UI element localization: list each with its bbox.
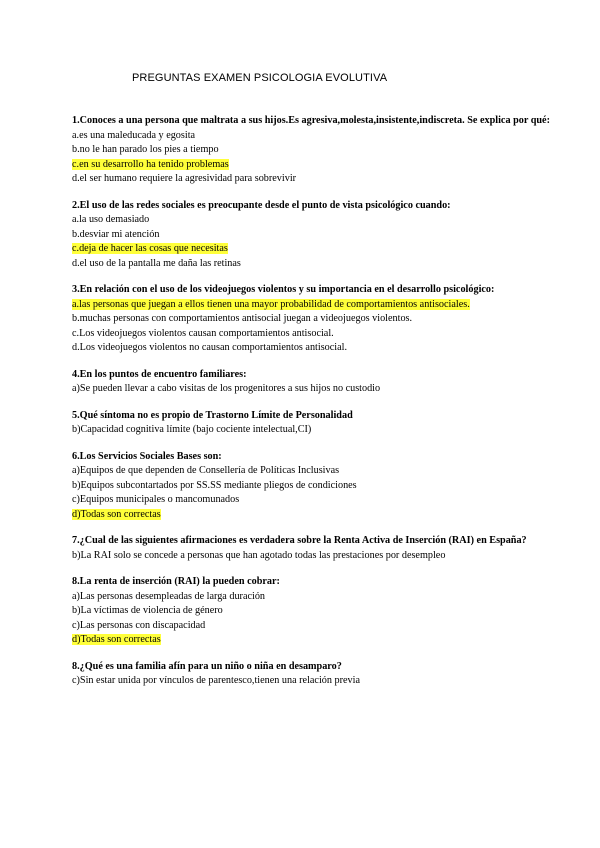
highlighted-answer: a.las personas que juegan a ellos tienen una mayor probabilidad de comportamientos antisociales. — [72, 298, 470, 310]
answer-option — [72, 382, 560, 397]
answer-text: c)Equipos municipales o mancomunados — [72, 494, 240, 505]
answer-option — [72, 312, 560, 327]
highlighted-answer: d)Todas son correctas — [72, 508, 161, 520]
answer-option — [72, 257, 560, 272]
question-block — [72, 450, 560, 523]
answer-option — [72, 633, 560, 648]
question-block — [72, 283, 560, 356]
answer-text: c)Las personas con discapacidad — [72, 619, 206, 631]
answer-text: d.Los videojuegos violentos no causan comportamientos antisocial. — [72, 342, 348, 353]
answer-option — [72, 464, 560, 479]
question-text: 1.Conoces a una persona que maltrata a sus hijos.Es agresiva,molesta,insistente,indiscreta. Se explica por qué: — [72, 115, 550, 126]
answer-option — [72, 341, 560, 356]
question-block — [72, 575, 560, 648]
answer-option — [72, 172, 560, 187]
answer-option — [72, 228, 560, 243]
question-text: 7.¿Cual de las siguientes afirmaciones es verdadera sobre la Renta Activa de Inserción (RAI) en España? — [72, 535, 527, 546]
answer-option — [72, 479, 560, 494]
answer-option — [72, 213, 560, 228]
answer-text: b.desviar mi atención — [72, 228, 160, 240]
answer-option — [72, 590, 560, 605]
question-block — [72, 368, 560, 397]
highlighted-answer: c.en su desarrollo ha tenido problemas — [72, 158, 229, 170]
answer-option — [72, 423, 560, 438]
question-text: 8.¿Qué es una familia afín para un niño o niña en desamparo? — [72, 660, 342, 672]
question-text: 2.El uso de las redes sociales es preocupante desde el punto de vista psicológico cuando: — [72, 199, 451, 211]
answer-option — [72, 493, 560, 508]
answer-text: c.Los videojuegos violentos causan comportamientos antisocial. — [72, 327, 334, 339]
question-block — [72, 409, 560, 438]
answer-text: a.la uso demasiado — [72, 214, 150, 225]
answer-option — [72, 143, 560, 158]
answer-text: d.el ser humano requiere la agresividad para sobrevivir — [72, 173, 297, 184]
document-title: PREGUNTAS EXAMEN PSICOLOGIA EVOLUTIVA — [132, 72, 388, 84]
answer-text: a)Equipos de que dependen de Consellería de Políticas Inclusivas — [72, 465, 340, 476]
question-block — [72, 199, 560, 272]
highlighted-answer: c.deja de hacer las cosas que necesitas — [72, 243, 228, 254]
answer-option — [72, 549, 560, 564]
question-block — [72, 534, 560, 563]
answer-text: d.el uso de la pantalla me daña las retinas — [72, 257, 241, 269]
question-block — [72, 114, 560, 187]
answer-text: a)Se pueden llevar a cabo visitas de los progenitores a sus hijos no custodio — [72, 383, 381, 394]
answer-text: a)Las personas desempleadas de larga duración — [72, 590, 266, 602]
answer-text: b.muchas personas con comportamientos antisocial juegan a videojuegos violentos. — [72, 313, 413, 324]
question-text: 3.En relación con el uso de los videojuegos violentos y su importancia en el desarrollo psicológico: — [72, 284, 495, 295]
question-block — [72, 660, 560, 689]
question-text: 6.Los Servicios Sociales Bases son: — [72, 450, 222, 462]
answer-text: b)La víctimas de violencia de género — [72, 605, 223, 616]
answer-option — [72, 242, 560, 257]
answer-option — [72, 604, 560, 619]
answer-option — [72, 674, 560, 689]
answer-option — [72, 327, 560, 342]
question-list — [72, 114, 560, 689]
answer-text: b.no le han parado los pies a tiempo — [72, 144, 219, 155]
highlighted-answer: d)Todas son correctas — [72, 634, 161, 645]
question-text: 5.Qué síntoma no es propio de Trastorno Límite de Personalidad — [72, 409, 353, 421]
answer-text: b)Capacidad cognitiva límite (bajo cociente intelectual,CI) — [72, 424, 312, 435]
answer-text: a.es una maleducada y egosita — [72, 129, 196, 141]
answer-option — [72, 298, 560, 313]
answer-text: b)La RAI solo se concede a personas que han agotado todas las prestaciones por desempleo — [72, 549, 446, 561]
answer-option — [72, 158, 560, 173]
question-text: 8.La renta de inserción (RAI) la pueden cobrar: — [72, 576, 280, 587]
question-text: 4.En los puntos de encuentro familiares: — [72, 368, 247, 380]
answer-option — [72, 508, 560, 523]
answer-text: b)Equipos subcontartados por SS.SS mediante pliegos de condiciones — [72, 479, 357, 491]
answer-option — [72, 129, 560, 144]
answer-option — [72, 619, 560, 634]
answer-text: c)Sin estar unida por vínculos de parentesco,tienen una relación previa — [72, 675, 360, 686]
